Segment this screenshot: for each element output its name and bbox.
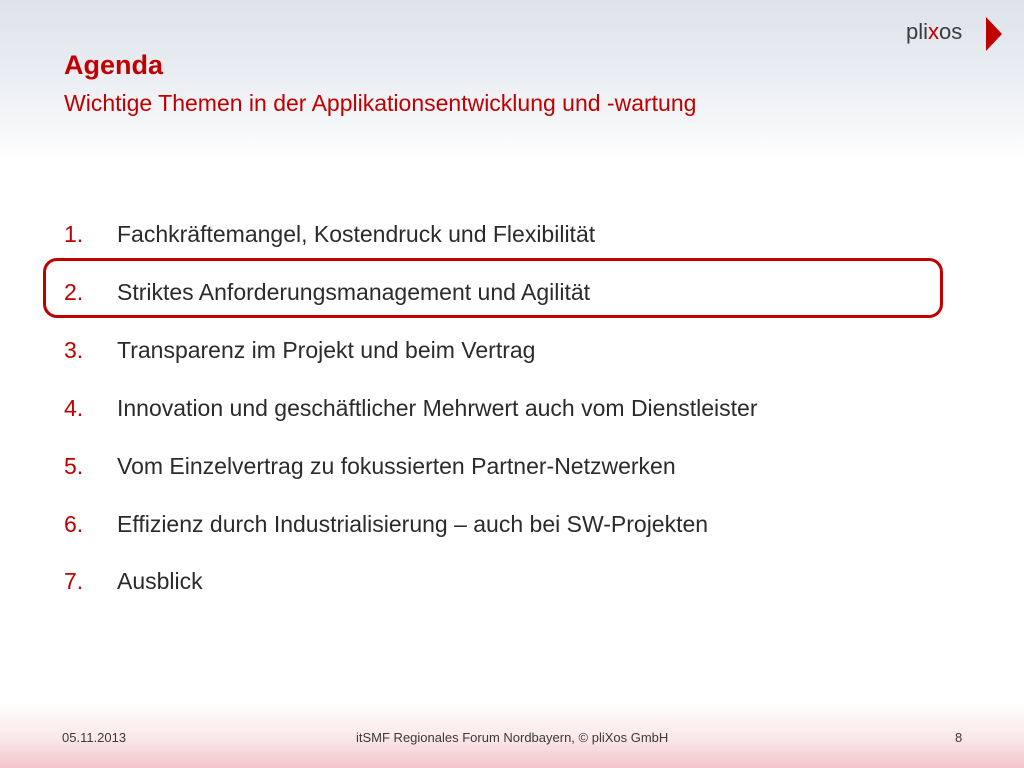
agenda-item — [64, 333, 964, 367]
agenda-item-number: 7. — [64, 568, 84, 594]
agenda-item-number: 6. — [64, 511, 84, 537]
agenda-item-text: Transparenz im Projekt und beim Vertrag — [117, 337, 536, 363]
slide-subtitle: Wichtige Themen in der Applikationsentwicklung und -wartung — [64, 90, 697, 116]
slide-title: Agenda — [64, 50, 164, 80]
agenda-item-highlighted — [64, 275, 964, 309]
agenda-item-text: Fachkräftemangel, Kostendruck und Flexibilität — [117, 221, 596, 247]
agenda-item-text: Innovation und geschäftlicher Mehrwert auch vom Dienstleister — [117, 395, 758, 421]
agenda-item-text: Ausblick — [117, 568, 203, 594]
agenda-item-number: 2. — [64, 279, 84, 305]
footer-copyright: itSMF Regionales Forum Nordbayern, © pliXos GmbH — [356, 730, 669, 745]
footer-date: 05.11.2013 — [62, 730, 127, 745]
agenda-item-text: Striktes Anforderungsmanagement und Agilität — [117, 279, 591, 305]
logo-text: plixos — [906, 19, 963, 44]
agenda-item — [64, 564, 964, 598]
agenda-item — [64, 449, 964, 483]
agenda-item — [64, 507, 964, 541]
agenda-item-number: 4. — [64, 395, 84, 421]
agenda-item — [64, 391, 964, 425]
page-number: 8 — [955, 730, 963, 745]
agenda-item-text: Effizienz durch Industrialisierung – auch bei SW-Projekten — [117, 511, 709, 537]
agenda-item-number: 3. — [64, 337, 84, 363]
agenda-item-text: Vom Einzelvertrag zu fokussierten Partner-Netzwerken — [117, 453, 676, 479]
agenda-item-number: 5. — [64, 453, 84, 479]
agenda-item — [64, 217, 964, 251]
agenda-item-number: 1. — [64, 221, 84, 247]
